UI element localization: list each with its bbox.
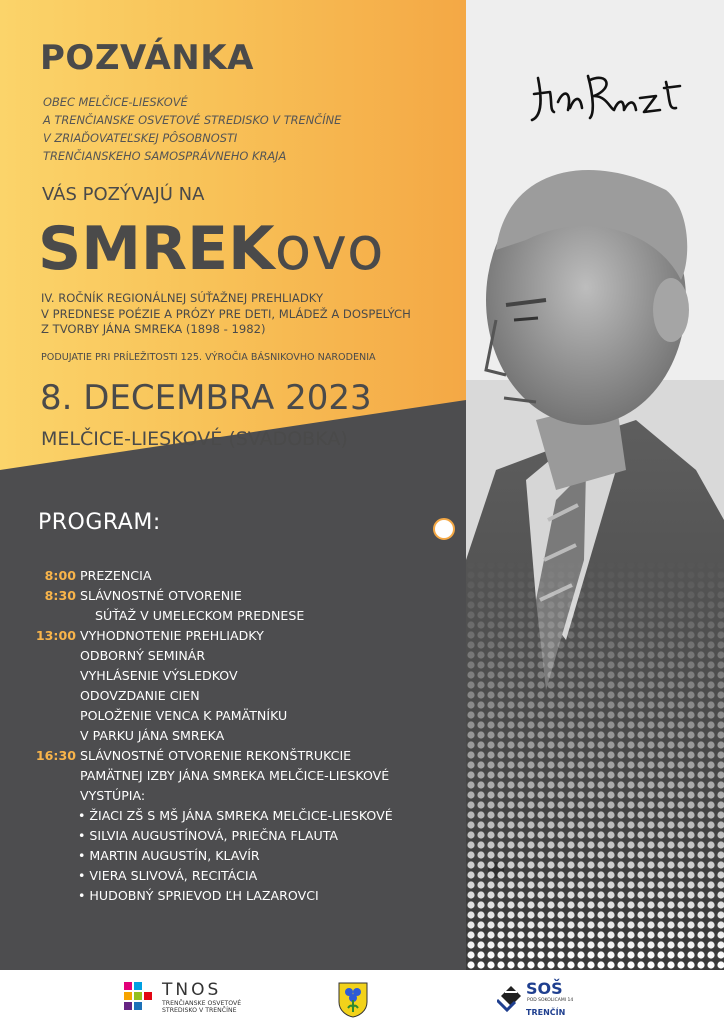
program-text: VYSTÚPIA: [80,788,146,803]
sos-name: SOŠ [526,979,563,998]
sos-address: POD SOKOLICAMI 14 [527,998,574,1003]
organizer-line: A TRENČIANSKE OSVETOVÉ STREDISKO V TRENČÍNE [43,113,342,127]
program-text: V PARKU JÁNA SMREKA [80,728,225,743]
event-brand [38,214,384,284]
program-text: ODOVZDANIE CIEN [80,688,200,703]
municipality-crest-icon [338,982,368,1018]
program-text: ODBORNÝ SEMINÁR [80,648,206,663]
tnos-sub-line: STREDISKO V TRENČÍNE [162,1007,237,1014]
anniversary-note: PODUJATIE PRI PRÍLEŽITOSTI 125. VÝROČIA BÁSNIKOVHO NARODENIA [41,352,376,363]
subtitle-line: IV. ROČNÍK REGIONÁLNEJ SÚŤAŽNEJ PREHLIADKY [41,291,324,305]
page-title: POZVÁNKA [40,38,254,78]
event-subtitle [41,291,411,338]
program-text: SLÁVNOSTNÉ OTVORENIE REKONŠTRUKCIE [80,748,352,763]
decorative-dot-icon [433,518,455,540]
program-text: VYHODNOTENIE PREHLIADKY [80,628,264,643]
sos-city: TRENČÍN [526,1008,566,1017]
program-text: PREZENCIA [80,568,152,583]
program-time: 13:00 [35,628,76,643]
organizer-line: V ZRIAĎOVATEĽSKEJ PÔSOBNOSTI [43,131,238,145]
sos-logo-icon [497,982,527,1014]
tnos-logo-icon [124,982,158,1016]
program-title: PROGRAM: [38,510,161,535]
program-text: PAMÄTNEJ IZBY JÁNA SMREKA MELČICE-LIESKOVÉ [80,768,390,783]
program-time: 8:30 [44,588,76,603]
portrait-photo [466,0,724,970]
program-time: 8:00 [44,568,76,583]
program-text: • VIERA SLIVOVÁ, RECITÁCIA [78,868,258,883]
program-text: SÚŤAŽ V UMELECKOM PREDNESE [95,608,305,623]
event-place: MELČICE-LIESKOVÉ (SVADOBKA) [41,428,348,450]
portrait-illustration [466,0,724,970]
tnos-name: TNOS [162,980,222,1000]
program-text: • HUDOBNÝ SPRIEVOD ĽH LAZAROVCI [78,888,319,903]
program-time: 16:30 [35,748,76,763]
program-text: • SILVIA AUGUSTÍNOVÁ, PRIEČNA FLAUTA [78,828,339,843]
event-date: 8. DECEMBRA 2023 [40,378,372,418]
signature-icon [528,58,688,128]
invite-line: VÁS POZÝVAJÚ NA [42,184,205,205]
organizers-block [43,93,341,165]
program-text: SLÁVNOSTNÉ OTVORENIE [80,588,242,603]
program-text: POLOŽENIE VENCA K PAMÄTNÍKU [80,708,288,723]
organizer-line: OBEC MELČICE-LIESKOVÉ [43,95,188,109]
subtitle-line: V PREDNESE POÉZIE A PRÓZY PRE DETI, MLÁDEŽ A DOSPELÝCH [41,306,411,321]
program-text: • MARTIN AUGUSTÍN, KLAVÍR [78,848,260,863]
tnos-sub-line: TRENČIANSKE OSVETOVÉ [162,1000,242,1007]
subtitle-line: Z TVORBY JÁNA SMREKA (1898 - 1982) [41,322,266,336]
organizer-line: TRENČIANSKEHO SAMOSPRÁVNEHO KRAJA [43,149,287,163]
tnos-subtitle [162,1000,241,1014]
brand-upper: SMREK [38,214,275,284]
program-text: • ŽIACI ZŠ S MŠ JÁNA SMREKA MELČICE-LIESKOVÉ [78,808,393,823]
program-text: VYHLÁSENIE VÝSLEDKOV [80,668,238,683]
brand-lower: ovo [274,214,384,284]
